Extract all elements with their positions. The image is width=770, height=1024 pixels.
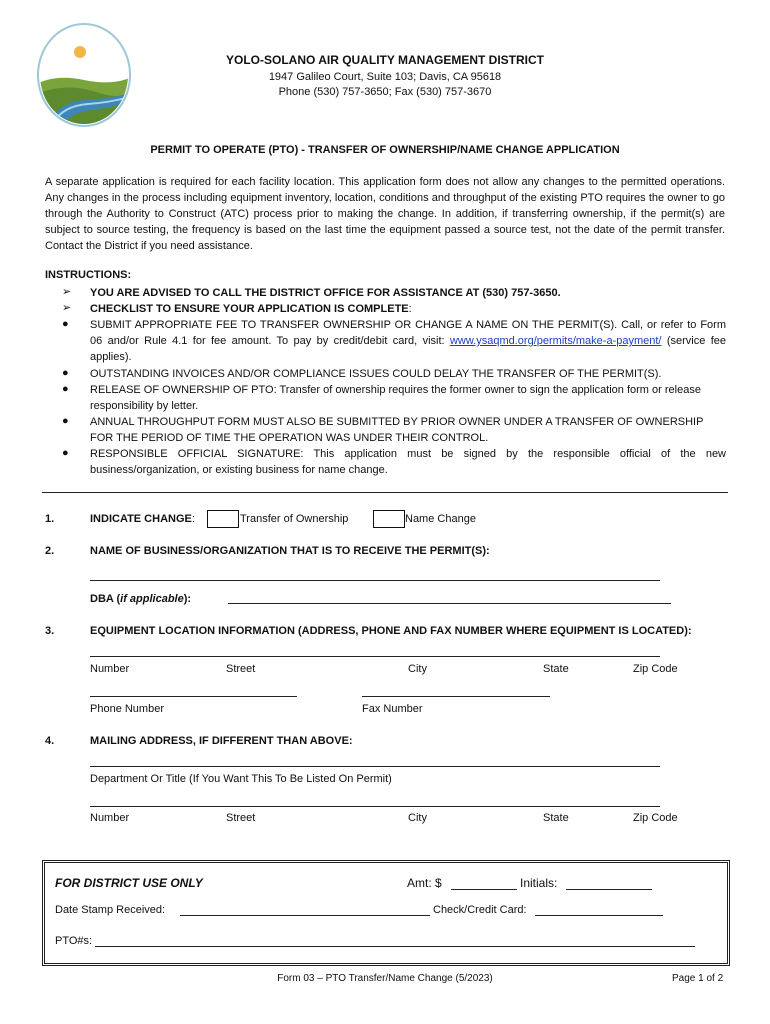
section-3-number: 3. xyxy=(45,625,55,637)
dba-italic: if applicable xyxy=(120,593,184,605)
indicate-change-label: INDICATE CHANGE xyxy=(90,513,192,525)
date-stamp-label: Date Stamp Received: xyxy=(55,904,166,916)
org-name: YOLO-SOLANO AIR QUALITY MANAGEMENT DISTRICT xyxy=(226,53,544,67)
amt-label: Amt: $ xyxy=(407,876,442,890)
dba-field[interactable] xyxy=(228,603,671,604)
amt-field[interactable] xyxy=(451,889,517,890)
checklist-label: CHECKLIST TO ENSURE YOUR APPLICATION IS COMPLETE xyxy=(90,303,409,315)
bullet-icon: ● xyxy=(62,318,69,330)
mail-zip-label: Zip Code xyxy=(633,812,678,824)
phone-number-label: Phone Number xyxy=(90,703,164,715)
section-3-label: EQUIPMENT LOCATION INFORMATION (ADDRESS, PHONE AND FAX NUMBER WHERE EQUIPMENT IS LOCATED): xyxy=(90,625,692,637)
district-use-title: FOR DISTRICT USE ONLY xyxy=(55,876,203,890)
footer-page: Page 1 of 2 xyxy=(672,973,724,984)
fax-number-field[interactable] xyxy=(362,696,550,697)
section-1-number: 1. xyxy=(45,513,55,525)
fee-text-end: (service fee applies). xyxy=(90,335,726,363)
intro-paragraph: A separate application is required for each facility location. This application form does not allow any changes to the permitted operations. Any changes in the process including equipment inventory, location, conditions and throughput of the existing PTO requires the owner to go through the Authority to Construct (ATC) process prior to making the change. In addition, if transferring ownership, if the permit(s) are subject to source testing, the frequency is based on the last time the equipment passed a source test, not the date of the permit transfer. Contact the District if you need assistance. xyxy=(45,176,725,252)
indicate-change-colon: : xyxy=(191,513,195,525)
section-divider xyxy=(42,492,728,493)
instruction-checklist xyxy=(90,301,726,317)
pto-field[interactable] xyxy=(95,946,695,947)
section-4-number: 4. xyxy=(45,735,55,747)
section-2-label: NAME OF BUSINESS/ORGANIZATION THAT IS TO RECEIVE THE PERMIT(S): xyxy=(90,545,490,557)
instruction-call: YOU ARE ADVISED TO CALL THE DISTRICT OFFICE FOR ASSISTANCE AT (530) 757-3650. xyxy=(90,287,561,299)
pto-label: PTO#s: xyxy=(55,935,93,947)
eq-city-label: City xyxy=(408,663,427,675)
business-name-field[interactable] xyxy=(90,580,660,581)
instruction-release: RELEASE OF OWNERSHIP OF PTO: Transfer of ownership requires the former owner to sign the application form or release responsibility by letter. xyxy=(90,384,701,412)
transfer-ownership-checkbox[interactable] xyxy=(207,510,239,528)
department-field[interactable] xyxy=(90,766,660,767)
instruction-fee xyxy=(90,317,726,365)
eq-state-label: State xyxy=(543,663,569,675)
mail-state-label: State xyxy=(543,812,569,824)
equipment-address-field[interactable] xyxy=(90,656,660,657)
name-change-label: Name Change xyxy=(405,513,476,525)
eq-zip-label: Zip Code xyxy=(633,663,678,675)
transfer-ownership-label: Transfer of Ownership xyxy=(240,513,349,525)
form-title: PERMIT TO OPERATE (PTO) - TRANSFER OF OWNERSHIP/NAME CHANGE APPLICATION xyxy=(150,144,620,156)
initials-field[interactable] xyxy=(566,889,652,890)
dba-text: DBA ( xyxy=(90,593,121,605)
instruction-invoices: OUTSTANDING INVOICES AND/OR COMPLIANCE ISSUES COULD DELAY THE TRANSFER OF THE PERMIT(S). xyxy=(90,368,662,380)
name-change-checkbox[interactable] xyxy=(373,510,405,528)
section-4-label: MAILING ADDRESS, IF DIFFERENT THAN ABOVE: xyxy=(90,735,353,747)
org-phone: Phone (530) 757-3650; Fax (530) 757-3670 xyxy=(278,86,492,98)
mail-street-label: Street xyxy=(226,812,256,824)
fax-number-label: Fax Number xyxy=(362,703,423,715)
mail-number-label: Number xyxy=(90,812,130,824)
fee-text: SUBMIT APPROPRIATE FEE TO TRANSFER OWNERSHIP OR CHANGE A NAME ON THE PERMIT(S). Call, or refer to Form 06 and/or Rule 4.1 for fee amount. To pay by credit/debit card, visit: xyxy=(90,319,726,347)
initials-label: Initials: xyxy=(520,876,558,890)
eq-number-label: Number xyxy=(90,663,130,675)
section-1-label xyxy=(90,513,195,525)
mail-city-label: City xyxy=(408,812,427,824)
section-2-number: 2. xyxy=(45,545,55,557)
org-address: 1947 Galileo Court, Suite 103; Davis, CA 95618 xyxy=(268,71,502,83)
dba-label xyxy=(90,593,191,605)
bullet-icon: ● xyxy=(62,383,69,395)
payment-link[interactable]: www.ysaqmd.org/permits/make-a-payment/ xyxy=(449,335,662,347)
bullet-icon: ● xyxy=(62,447,69,459)
dba-end: ): xyxy=(183,593,192,605)
bullet-icon: ● xyxy=(62,415,69,427)
department-label: Department Or Title (If You Want This To Be Listed On Permit) xyxy=(90,773,392,785)
instruction-signature: RESPONSIBLE OFFICIAL SIGNATURE: This application must be signed by the responsible official of the new business/organization, or existing business for name change. xyxy=(90,448,726,476)
phone-number-field[interactable] xyxy=(90,696,297,697)
instructions-heading: INSTRUCTIONS: xyxy=(45,269,132,281)
arrow-bullet-icon: ➢ xyxy=(62,286,72,298)
footer-form: Form 03 – PTO Transfer/Name Change (5/2023) xyxy=(277,973,493,984)
check-label: Check/Credit Card: xyxy=(433,904,527,916)
bullet-icon: ● xyxy=(62,367,69,379)
mailing-address-field[interactable] xyxy=(90,806,660,807)
check-field[interactable] xyxy=(535,915,663,916)
checklist-colon: : xyxy=(408,303,412,315)
date-stamp-field[interactable] xyxy=(180,915,430,916)
arrow-bullet-icon: ➢ xyxy=(62,302,72,314)
instruction-throughput: ANNUAL THROUGHPUT FORM MUST ALSO BE SUBMITTED BY PRIOR OWNER UNDER A TRANSFER OF OWNERSHIP FOR THE PERIOD OF TIME THE OPERATION WAS UNDER THEIR CONTROL. xyxy=(90,416,704,444)
eq-street-label: Street xyxy=(226,663,256,675)
